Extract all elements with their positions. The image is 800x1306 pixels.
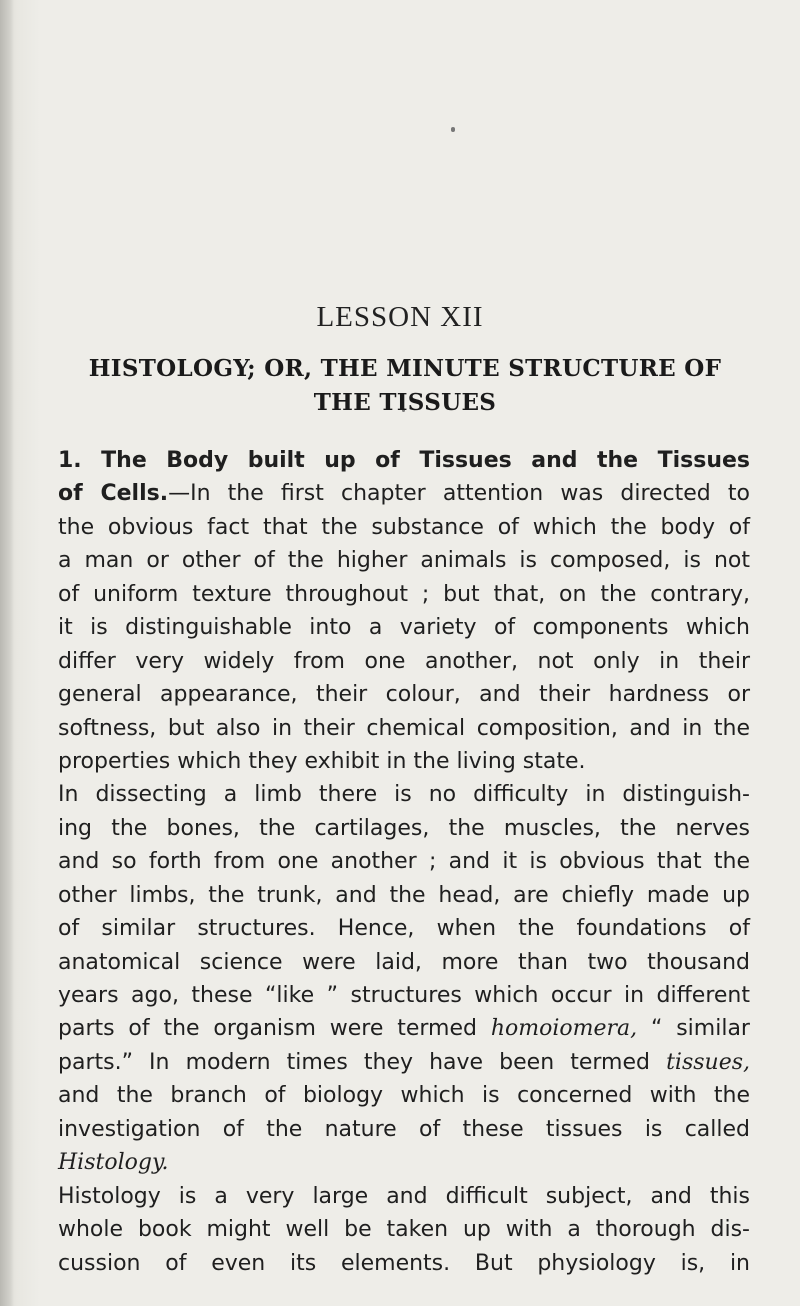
text-line: of similar structures. Hence, when the foundations of [58,916,750,942]
text-line: investigation of the nature of these tissues is called [58,1116,750,1142]
section-heading: 1. The Body built up of Tissues and the Tissues [58,448,750,473]
paragraph-text: —In the first chapter attention was directed to [168,481,750,507]
text-line: and so forth from one another ; and it is obvious that the [58,849,750,875]
chapter-title [60,352,750,420]
text-line [58,477,750,510]
paper-speck [451,127,455,132]
page-gutter-shadow [0,0,14,1306]
text-line: ing the bones, the cartilages, the muscles, the nerves [58,815,750,841]
text-line: other limbs, the trunk, and the head, are chiefly made up [58,882,750,908]
italic-term: homoiomera, [490,1016,638,1042]
text-line: softness, but also in their chemical composition, and in the [58,715,750,741]
text-line: of uniform texture throughout ; but that, on the contrary, [58,581,750,607]
paragraph-text: parts of the organism were termed [58,1016,477,1042]
text-line: differ very widely from one another, not only in their [58,648,750,674]
text-line: anatomical science were laid, more than two thousand [58,949,750,975]
text-line: years ago, these “like ” structures which occur in different [58,983,750,1008]
text-line: In dissecting a limb there is no difficulty in distinguish- [58,782,750,808]
text-line: general appearance, their colour, and their hardness or [58,682,750,708]
paragraph-text: “ similar [650,1016,750,1042]
text-line [58,1146,750,1179]
text-line: the obvious fact that the substance of which the body of [58,514,750,540]
text-line: properties which they exhibit in the living state. [58,748,586,774]
chapter-title-line-2: THE TISSUES [313,389,497,416]
chapter-title-line-1: HISTOLOGY; OR, THE MINUTE STRUCTURE OF [88,355,722,382]
italic-term: Histology. [58,1150,169,1176]
text-line: cussion of even its elements. But physiology is, in [58,1250,750,1276]
section-heading-continued: of Cells. [58,481,169,507]
lesson-number: LESSON XII [316,301,484,333]
text-line [58,1046,750,1079]
text-line: whole book might well be taken up with a thorough dis- [58,1217,750,1243]
text-line: a man or other of the higher animals is composed, is not [58,548,750,574]
italic-term: tissues, [666,1049,751,1075]
text-line: and the branch of biology which is concerned with the [58,1083,750,1109]
text-line [58,444,750,477]
text-line: Histology is a very large and difficult subject, and this [58,1183,750,1209]
body-text [58,444,750,1280]
text-line: it is distinguishable into a variety of components which [58,615,750,641]
paragraph-text: parts.” In modern times they have been termed [58,1049,650,1075]
text-line [58,1012,750,1045]
